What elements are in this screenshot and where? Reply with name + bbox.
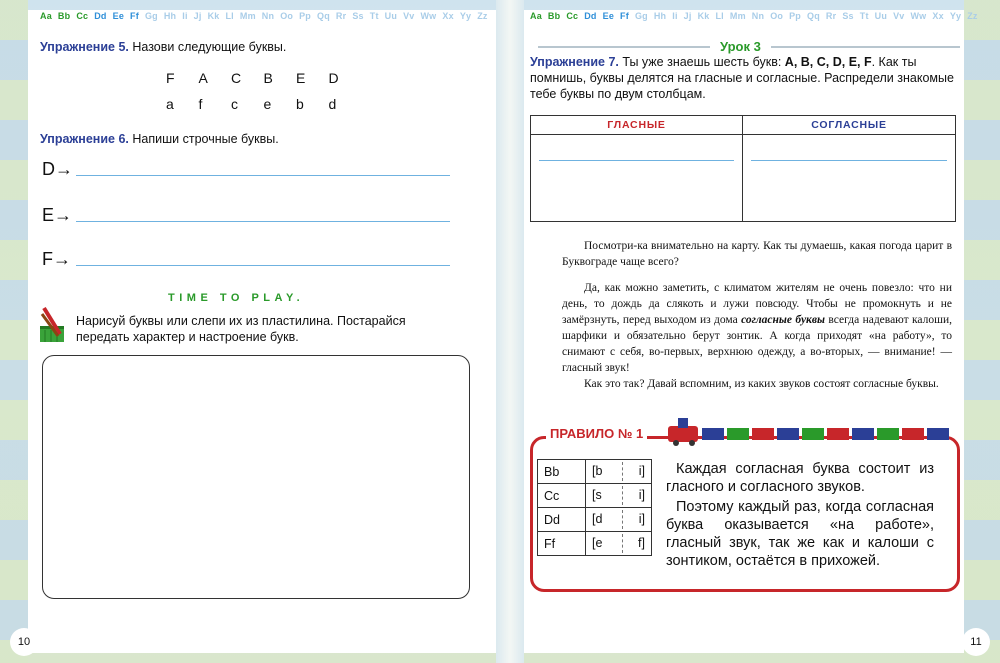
- trace-line-d[interactable]: [40, 150, 450, 180]
- letter: c: [231, 96, 238, 112]
- alphabet-letter: Ss: [352, 11, 364, 21]
- vowels-consonants-table: [530, 115, 956, 222]
- alphabet-letter: Mm: [239, 11, 256, 21]
- alphabet-letter: Qq: [807, 11, 820, 21]
- letter: d: [328, 96, 337, 112]
- letter: E: [296, 70, 306, 86]
- alphabet-letter: Gg: [144, 11, 158, 21]
- trace-prompt-d: D→: [42, 159, 73, 179]
- letter-cell: Ff: [538, 532, 586, 556]
- consonants-column[interactable]: [743, 116, 955, 221]
- sound-cell: [586, 508, 652, 532]
- sound-divider: [622, 534, 623, 553]
- alphabet-letter: Vv: [403, 11, 415, 21]
- alphabet-letter: Cc: [76, 11, 89, 21]
- alphabet-letter: Uu: [874, 11, 888, 21]
- exercise-7-label: Упражнение 7.: [530, 55, 619, 69]
- train-wagon: [902, 428, 924, 440]
- sound-divider: [622, 486, 623, 505]
- alphabet-strip-left: [40, 11, 494, 21]
- train-wagon: [702, 428, 724, 440]
- book-spine: [496, 0, 524, 663]
- alphabet-letter: Xx: [932, 11, 944, 21]
- letter: B: [263, 70, 273, 86]
- page-number-right: 11: [962, 628, 990, 656]
- vowels-writing-line[interactable]: [539, 160, 734, 161]
- vowels-column[interactable]: [531, 116, 743, 221]
- trace-line-e[interactable]: [40, 196, 450, 226]
- consonants-writing-line[interactable]: [751, 160, 947, 161]
- alphabet-letter: Ww: [420, 11, 437, 21]
- vowels-header: ГЛАСНЫЕ: [531, 116, 742, 135]
- alphabet-letter: Ee: [602, 11, 615, 21]
- table-row: [538, 484, 652, 508]
- alphabet-letter: Aa: [40, 11, 52, 21]
- sound-divider: [622, 510, 623, 529]
- story-text-2a: Да, как можно заметить, с климатом жителям не очень повезло: что ни день, то дождь да слякоть и лужи повсюду. Чтобы не промокнуть и не замёрзнуть, перед выходом из дома: [562, 282, 952, 326]
- left-margin-illustration: [0, 0, 28, 663]
- sound-first: [b: [592, 464, 603, 478]
- writing-line[interactable]: [76, 265, 450, 266]
- alphabet-letter: Rr: [335, 11, 347, 21]
- writing-line[interactable]: [76, 221, 450, 222]
- alphabet-letter: Xx: [442, 11, 454, 21]
- trace-prompt-f: F→: [42, 249, 71, 269]
- uppercase-letters: [166, 70, 361, 86]
- alphabet-letter: Tt: [369, 11, 379, 21]
- letter-cell: Dd: [538, 508, 586, 532]
- page-number-left: 10: [10, 628, 38, 656]
- rule-title: ПРАВИЛО № 1: [546, 426, 647, 441]
- letter: b: [296, 96, 304, 112]
- sound-cell: [586, 484, 652, 508]
- sound-second: i]: [638, 464, 645, 478]
- sound-divider: [622, 462, 623, 481]
- alphabet-letter: Vv: [893, 11, 905, 21]
- sound-second: i]: [638, 512, 645, 526]
- letter-cell: Cc: [538, 484, 586, 508]
- alphabet-letter: Cc: [566, 11, 579, 21]
- alphabet-letter: Kk: [697, 11, 710, 21]
- train-wagon: [827, 428, 849, 440]
- alphabet-letter: Ll: [225, 11, 234, 21]
- alphabet-letter: Aa: [530, 11, 542, 21]
- train-wagon: [727, 428, 749, 440]
- letter: F: [166, 70, 175, 86]
- train-wagon: [852, 428, 874, 440]
- alphabet-letter: Ss: [842, 11, 854, 21]
- alphabet-letter: Ii: [672, 11, 678, 21]
- alphabet-letter: Dd: [584, 11, 597, 21]
- exercise-5-title: [40, 40, 286, 54]
- train-wagon: [752, 428, 774, 440]
- alphabet-letter: Oo: [770, 11, 784, 21]
- story-emphasis: согласные буквы: [741, 314, 826, 326]
- train-wagon: [877, 428, 899, 440]
- train-wagon: [802, 428, 824, 440]
- exercise-6-text: Напиши строчные буквы.: [132, 132, 279, 146]
- letter: C: [231, 70, 242, 86]
- sound-first: [d: [592, 512, 603, 526]
- lowercase-letters: [166, 96, 361, 112]
- exercise-6-title: [40, 132, 279, 146]
- alphabet-letter: Kk: [207, 11, 220, 21]
- train-wagon: [777, 428, 799, 440]
- alphabet-letter: Oo: [280, 11, 294, 21]
- story-paragraph-1: [562, 238, 952, 270]
- alphabet-letter: Zz: [967, 11, 978, 21]
- drawing-area[interactable]: [42, 355, 470, 599]
- story-paragraph-2: [562, 280, 952, 392]
- train-icon: [664, 416, 956, 446]
- story-text-2: [562, 280, 952, 376]
- alphabet-letter: Yy: [459, 11, 472, 21]
- alphabet-letter: Uu: [384, 11, 398, 21]
- rule-paragraph-1: Каждая согласная буква состоит из гласного и согласного звуков.: [666, 461, 934, 495]
- alphabet-letter: Hh: [163, 11, 177, 21]
- alphabet-letter: Mm: [729, 11, 746, 21]
- alphabet-letter: Bb: [547, 11, 561, 21]
- rule-text: [666, 460, 934, 570]
- alphabet-letter: Hh: [653, 11, 667, 21]
- alphabet-letter: Ii: [182, 11, 188, 21]
- story-text-2b: всегда надевают калоши, шарфики и обязательно берут зонтик. А когда приходят «на работу», то снимают с себя, во-первых, верхнюю одежду, а во-вторых, — внимание! — гласный звук!: [562, 314, 952, 374]
- alphabet-letter: Pp: [299, 11, 312, 21]
- alphabet-letter: Ww: [910, 11, 927, 21]
- letter: A: [198, 70, 208, 86]
- alphabet-letter: Ee: [112, 11, 125, 21]
- writing-line[interactable]: [76, 175, 450, 176]
- exercise-7-part-a: Ты уже знаешь шесть букв:: [622, 55, 782, 69]
- letter-cell: Bb: [538, 460, 586, 484]
- rule-paragraph-2: Поэтому каждый раз, когда согласная буква оказывается «на работе», гласный звук, так же как и калоши с зонтиком, остаётся в прихожей.: [666, 499, 934, 569]
- alphabet-letter: Bb: [57, 11, 71, 21]
- trace-line-f[interactable]: [40, 240, 450, 270]
- alphabet-letter: Ff: [620, 11, 629, 21]
- alphabet-letter: Ll: [715, 11, 724, 21]
- time-to-play-heading: TIME TO PLAY.: [168, 292, 305, 304]
- alphabet-strip-right: [530, 11, 984, 21]
- exercise-6-label: Упражнение 6.: [40, 132, 129, 146]
- exercise-7-letters: A, B, C, D, E, F: [784, 55, 872, 69]
- sound-cell: [586, 532, 652, 556]
- exercise-5-text: Назови следующие буквы.: [132, 40, 287, 54]
- sound-cell: [586, 460, 652, 484]
- exercise-7-text: [530, 54, 960, 102]
- time-to-play-text: Нарисуй буквы или слепи их из пластилина. Постарайся передать характер и настроение букв.: [76, 314, 406, 344]
- pencils-icon: [38, 304, 66, 344]
- alphabet-letter: Yy: [949, 11, 962, 21]
- alphabet-letter: Zz: [477, 11, 488, 21]
- table-row: [538, 532, 652, 556]
- table-row: [538, 508, 652, 532]
- alphabet-letter: Pp: [789, 11, 802, 21]
- story-text-3: Как это так? Давай вспомним, из каких звуков состоят согласные буквы.: [584, 378, 939, 390]
- letter: a: [166, 96, 174, 112]
- consonants-header: СОГЛАСНЫЕ: [743, 116, 955, 135]
- alphabet-letter: Nn: [261, 11, 275, 21]
- alphabet-letter: Tt: [859, 11, 869, 21]
- exercise-5-label: Упражнение 5.: [40, 40, 129, 54]
- sound-second: i]: [638, 488, 645, 502]
- letter-sound-table: [537, 459, 652, 556]
- sound-first: [e: [592, 536, 603, 550]
- table-row: [538, 460, 652, 484]
- letter: f: [198, 96, 203, 112]
- letter: e: [263, 96, 272, 112]
- trace-prompt-e: E→: [42, 205, 73, 225]
- train-wagon: [927, 428, 949, 440]
- exercise-7-part-b: . Как ты помнишь, буквы делятся на гласные и согласные. Распредели знакомые тебе буквы по двум столбцам.: [530, 55, 954, 101]
- story-text-1: Посмотри-ка внимательно на карту. Как ты думаешь, какая погода царит в Буквограде чаще всего?: [562, 240, 952, 268]
- alphabet-letter: Jj: [193, 11, 202, 21]
- right-margin-illustration: [964, 0, 1000, 663]
- alphabet-letter: Gg: [634, 11, 648, 21]
- alphabet-letter: Jj: [683, 11, 692, 21]
- sound-second: f]: [638, 536, 645, 550]
- alphabet-letter: Ff: [130, 11, 139, 21]
- letter: D: [328, 70, 339, 86]
- sound-first: [s: [592, 488, 602, 502]
- alphabet-letter: Nn: [751, 11, 765, 21]
- lesson-title: Урок 3: [710, 39, 771, 54]
- alphabet-letter: Rr: [825, 11, 837, 21]
- alphabet-letter: Dd: [94, 11, 107, 21]
- alphabet-letter: Qq: [317, 11, 330, 21]
